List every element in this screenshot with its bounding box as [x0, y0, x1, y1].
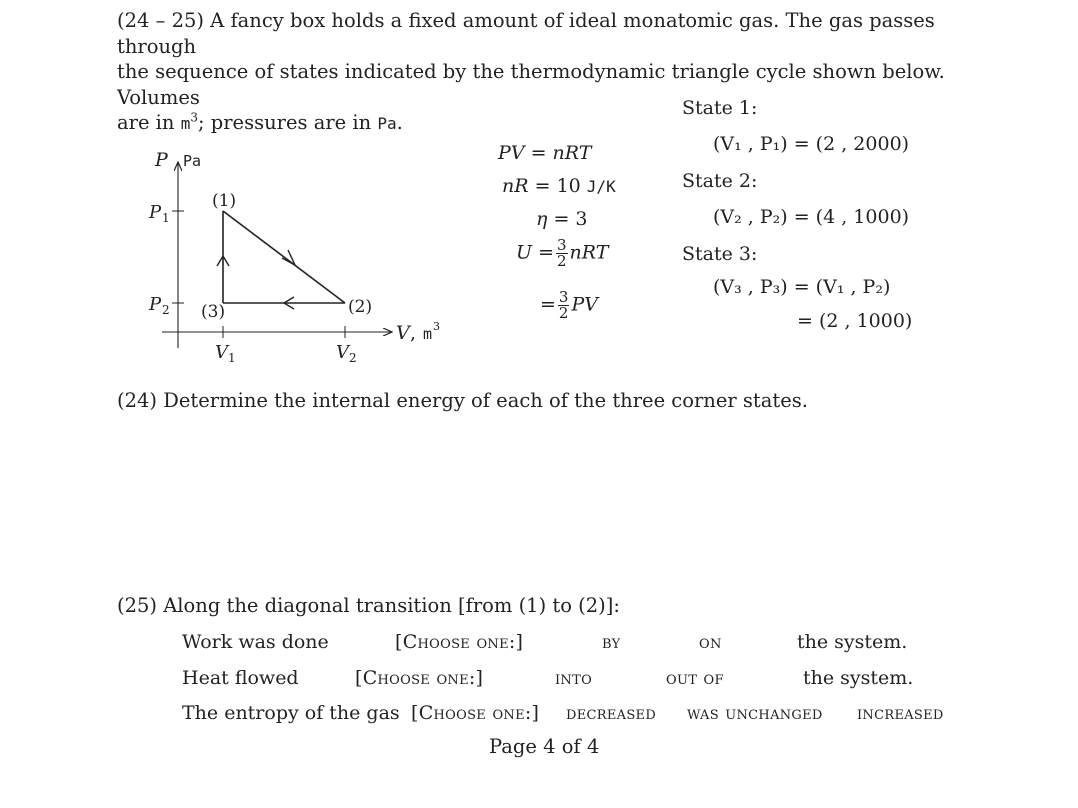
entropy-option-decreased[interactable]: decreased: [566, 702, 657, 724]
pressure-unit: Pa: [377, 114, 397, 133]
eq-ideal-gas: PV = nRT: [498, 142, 592, 164]
v1-sub: 1: [228, 351, 236, 365]
v-unit-exp: 3: [433, 320, 440, 333]
intro-line-3: are in $m^3$; pressures are in Pa.: [117, 110, 403, 134]
state-3-title: State 3:: [682, 243, 758, 265]
question-25-title: (25) Along the diagonal transition [from (1) to (2)]:: [117, 594, 620, 617]
p2-label: P: [149, 294, 162, 315]
entropy-option-unchanged[interactable]: was unchanged: [687, 702, 823, 724]
state-3-values: (V₃ , P₃) = (V₁ , P₂): [713, 276, 891, 298]
heat-suffix: the system.: [803, 667, 914, 689]
heat-option-out-of[interactable]: out of: [666, 667, 724, 689]
work-option-on[interactable]: on: [699, 631, 722, 653]
state-3-values-numeric: = (2 , 1000): [797, 310, 913, 332]
intro-line-1: (24 – 25) A fancy box holds a fixed amount of ideal monatomic gas. The gas passes through: [117, 9, 935, 58]
v-axis-label: V: [396, 322, 410, 344]
p1-label: P: [149, 202, 162, 223]
state-2-values: (V₂ , P₂) = (4 , 1000): [713, 206, 910, 228]
eq-eta: η = 3: [536, 208, 588, 230]
state-1-values: (V₁ , P₁) = (2 , 2000): [713, 133, 910, 155]
v2-label: V: [336, 342, 349, 363]
v2-sub: 2: [349, 351, 357, 365]
state-2-label: (2): [348, 297, 373, 317]
state-3-label: (3): [201, 302, 226, 322]
intro-paragraph: [117, 8, 977, 137]
state-1-title: State 1:: [682, 97, 758, 119]
eq-internal-energy: U = $\frac{3}{2}$ nRT: [516, 236, 609, 270]
question-24: (24) Determine the internal energy of each of the three corner states.: [117, 389, 808, 412]
p-unit-label: Pa: [183, 152, 202, 170]
work-choose-prompt: [Choose one:]: [395, 631, 524, 653]
entropy-label: The entropy of the gas: [182, 702, 400, 724]
p2-sub: 2: [162, 303, 170, 317]
p-axis-label: P: [155, 149, 168, 171]
v1-label: V: [215, 342, 228, 363]
volume-unit: m: [180, 114, 191, 133]
work-suffix: the system.: [797, 631, 908, 653]
diagonal-process: [223, 211, 345, 303]
p1-sub: 1: [162, 211, 170, 225]
intro-line-2: the sequence of states indicated by the thermodynamic triangle cycle shown below. Volumes: [117, 60, 945, 109]
entropy-option-increased[interactable]: increased: [857, 702, 944, 724]
eq-nr: nR = 10 J/K: [502, 175, 616, 197]
eq-internal-energy-pv: = $\frac{3}{2}$ PV: [540, 288, 598, 322]
work-option-by[interactable]: by: [602, 631, 621, 653]
v-unit-sep: ,: [410, 322, 417, 344]
page-number: Page 4 of 4: [489, 735, 600, 758]
work-label: Work was done: [182, 631, 329, 653]
entropy-choose-prompt: [Choose one:]: [411, 702, 540, 724]
v-unit-label: m: [423, 325, 433, 343]
state-1-label: (1): [212, 191, 237, 211]
heat-option-into[interactable]: into: [555, 667, 593, 689]
state-2-title: State 2:: [682, 170, 758, 192]
heat-label: Heat flowed: [182, 667, 299, 689]
heat-choose-prompt: [Choose one:]: [355, 667, 484, 689]
pv-diagram: [140, 140, 460, 370]
